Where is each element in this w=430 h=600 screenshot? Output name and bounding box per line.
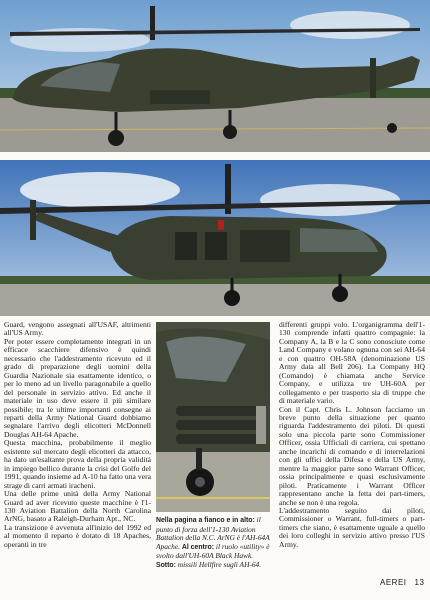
caption-text: missili Hellfire sugli AH-64. xyxy=(175,559,262,569)
paragraph: Una delle prime unità della Army National Guard ad aver ricevuto queste macchine è l'1-130 Aviation Battalion della North Carolina ArNG, basato a Raleigh-Durham Apt., NC. xyxy=(4,489,151,524)
text-column-left xyxy=(4,321,151,549)
photo-hellfire-missiles xyxy=(156,322,270,512)
caption-text: il punto di forza dell'1-130 Aviation Battalion della N.C. ArNG è l'AH-64A Apache. xyxy=(156,515,270,551)
caption-label: Al centro: xyxy=(181,543,215,551)
photo-caption xyxy=(156,516,272,571)
caption-text: il ruolo «utility» è svolto dall'UH-60A Black Hawk. xyxy=(156,541,270,561)
paragraph: Con il Capt. Chris L. Johnson facciamo un breve punto della situazione per quanto riguarda l'addestramento dei piloti. Di questi solo una piccola parte sono Commissioner Officer, ossia Ufficiali di carriera, cui spettano anche incarichi di comando e di interrelazioni con gli uffici della Difesa e della US Army, mentre la maggior parte sono Warrant Officer, ossia principalmente e quasi esclusivamente piloti. Praticamente i Warrant Officer rappresentano anche la fetta dei part-timers, anche se non è una regola. xyxy=(279,404,425,507)
paragraph: Per poter essere completamente integrati in un efficace scacchiere difensivo è quindi necessario che l'addestramento ricevuto ed il grado di preparazione degli uomini della Guardia Nazionale sia esattamente identico, o per lo meno ad un livello paragonabile a quello del personale in servizio attivo. Ed anche il materiale in uso deve essere il più similare possibile; tra le ultime importanti consegne ai reparti della Army National Guard dobbiamo segnalare l'arrivo degli elicotteri McDonnell Douglas AH-64 Apache. xyxy=(4,336,151,439)
paragraph: L'addestramento seguito dai piloti, Commissioner o Warrant, full-timers o part-timers che siano, è esattamente uguale a quello dei loro colleghi in servizio attivo presso l'US Army. xyxy=(279,505,425,549)
page-folio xyxy=(380,578,424,587)
photo-blackhawk-center xyxy=(0,160,430,316)
paragraph: Guard, vengono assegnati all'USAF, altrimenti all'US Army. xyxy=(4,320,151,338)
caption-label: Nella pagina a fianco e in alto: xyxy=(156,517,255,524)
text-column-right xyxy=(279,321,425,549)
paragraph: La transizione è avvenuta all'inizio del 1992 ed al momento il reparto è dotato di 18 Apaches, operanti in tre xyxy=(4,522,151,549)
magazine-name: AEREI xyxy=(380,578,407,587)
paragraph: Questa macchina, probabilmente il meglio esistente sul mercato degli elicotteri da attacco, ha dato un'esaltante prova della propria validità in impiego bellico durante la crisi del Golfo del 1991, quando insieme ad A-10 ha fatto una vera strage di carri armati iracheni. xyxy=(4,438,151,490)
paragraph: differenti gruppi volo. L'organigramma dell'1-130 comprende infatti quattro compagnie: la Company A, la B e la C sono conosciute come Land Company e volano ognuna con sei AH-64 e con quattro OH-58A (denominazione US Army data all Bell 206). La Company HQ (Comando) è chiamata anche Service Company, e utilizza tre UH-60A per collegamento e per trasporto sia di truppe che di materiale vario. xyxy=(279,320,425,406)
photo-apache-top xyxy=(0,0,430,152)
caption-label: Sotto: xyxy=(156,561,176,569)
page-number: 13 xyxy=(414,578,425,587)
